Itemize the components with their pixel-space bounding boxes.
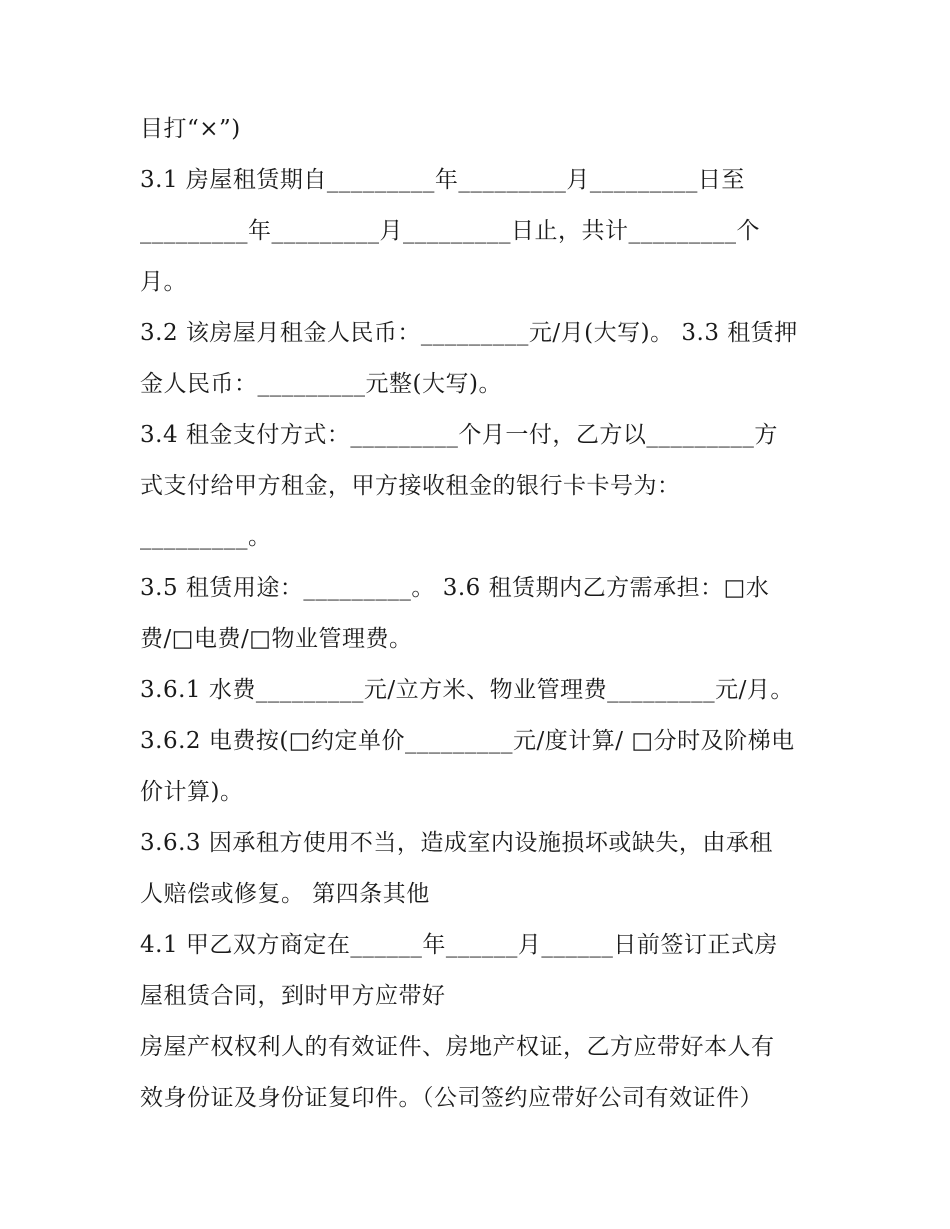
text-line: 4.1 甲乙双方商定在______年______月______日前签订正式房 xyxy=(140,932,778,958)
text-line: 房屋产权权利人的有效证件、房地产权证，乙方应带好本人有 xyxy=(140,1034,775,1060)
text-line: _________。 xyxy=(140,524,272,550)
text-line: 3.2 该房屋月租金人民币：_________元/月(大写)。 3.3 租赁押 xyxy=(140,320,798,346)
document-page xyxy=(140,104,820,1124)
text-line: _________年_________月_________日止，共计_________个 xyxy=(140,218,760,244)
text-line: 价计算)。 xyxy=(140,779,244,805)
text-line: 月。 xyxy=(140,269,187,295)
text-line: 目打“×”) xyxy=(140,116,241,142)
text-line: 3.4 租金支付方式：_________个月一付，乙方以_________方 xyxy=(140,422,778,448)
text-line: 金人民币：_________元整(大写)。 xyxy=(140,371,502,397)
text-line: 3.1 房屋租赁期自_________年_________月_________日至 xyxy=(140,167,745,193)
text-line: 3.6.2 电费按(□约定单价_________元/度计算/ □分时及阶梯电 xyxy=(140,728,795,754)
text-line: 3.5 租赁用途：_________。 3.6 租赁期内乙方需承担：□水 xyxy=(140,575,770,601)
text-line: 式支付给甲方租金，甲方接收租金的银行卡卡号为： xyxy=(140,473,681,499)
text-line: 费/□电费/□物业管理费。 xyxy=(140,626,413,652)
text-line: 人赔偿或修复。 第四条其他 xyxy=(140,881,430,907)
text-line: 3.6.1 水费_________元/立方米、物业管理费_________元/月。 xyxy=(140,677,794,703)
text-line: 屋租赁合同，到时甲方应带好 xyxy=(140,983,446,1009)
text-line: 3.6.3 因承租方使用不当，造成室内设施损坏或缺失，由承租 xyxy=(140,830,773,856)
text-line: 效身份证及身份证复印件。（公司签约应带好公司有效证件） xyxy=(140,1085,763,1111)
